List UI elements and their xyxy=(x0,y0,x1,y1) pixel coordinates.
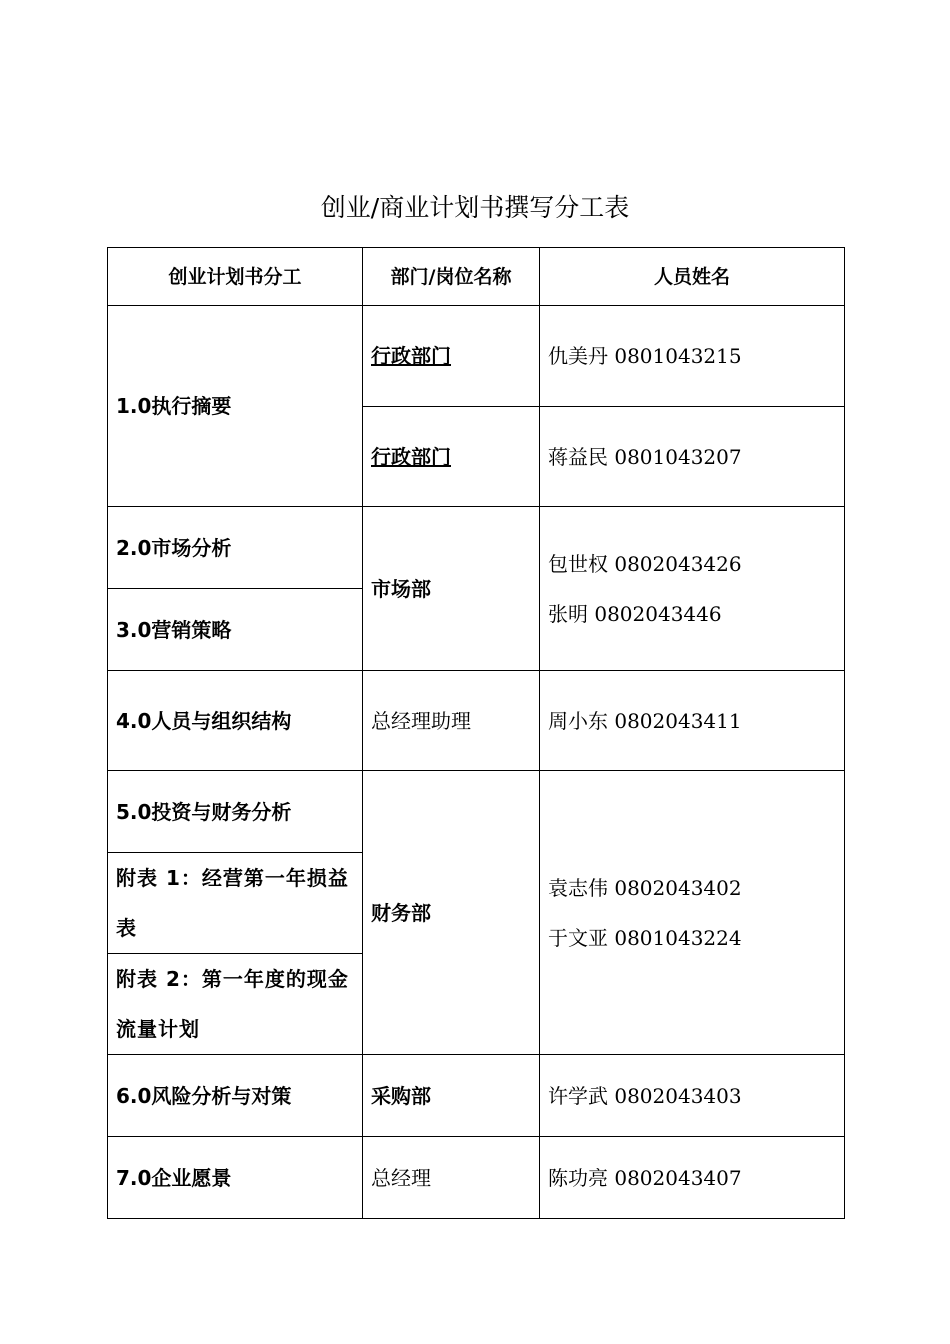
dept-link[interactable]: 行政部门 xyxy=(371,344,451,368)
person-cell xyxy=(540,771,845,1055)
person-name: 仇美丹 0801043215 xyxy=(548,344,742,368)
dept-link[interactable]: 行政部门 xyxy=(371,444,451,469)
dept-cell xyxy=(363,407,540,507)
table-row xyxy=(108,1055,845,1137)
table-row xyxy=(108,507,845,589)
header-dept: 部门/岗位名称 xyxy=(363,248,540,306)
table-row xyxy=(108,671,845,771)
person-name: 于文亚 0801043224 xyxy=(548,925,742,950)
dept-cell: 市场部 xyxy=(363,507,540,671)
person-cell: 许学武 0802043403 xyxy=(540,1055,845,1137)
section-cell: 7.0企业愿景 xyxy=(108,1137,363,1219)
header-section: 创业计划书分工 xyxy=(108,248,363,306)
dept-cell: 采购部 xyxy=(363,1055,540,1137)
header-person: 人员姓名 xyxy=(540,248,845,306)
person-name: 包世权 0802043426 xyxy=(548,551,742,576)
table-row xyxy=(108,1137,845,1219)
section-cell: 5.0投资与财务分析 xyxy=(108,771,363,853)
section-cell: 2.0市场分析 xyxy=(108,507,363,589)
person-cell xyxy=(540,507,845,671)
section-cell: 附表 2：第一年度的现金流量计划 xyxy=(108,954,363,1055)
person-name: 周小东 0802043411 xyxy=(548,708,742,733)
dept-cell: 财务部 xyxy=(363,771,540,1055)
person-cell xyxy=(540,407,845,507)
section-cell: 附表 1：经营第一年损益表 xyxy=(108,853,363,954)
dept-cell xyxy=(363,306,540,407)
person-name: 张明 0802043446 xyxy=(548,601,722,626)
section-cell: 6.0风险分析与对策 xyxy=(108,1055,363,1137)
section-cell: 4.0人员与组织结构 xyxy=(108,671,363,771)
table-row xyxy=(108,771,845,853)
person-name: 袁志伟 0802043402 xyxy=(548,875,742,900)
person-cell xyxy=(540,671,845,771)
section-cell: 3.0营销策略 xyxy=(108,589,363,671)
division-table xyxy=(107,247,845,1219)
table-header-row xyxy=(108,248,845,306)
dept-cell: 总经理助理 xyxy=(363,671,540,771)
person-cell xyxy=(540,306,845,407)
section-cell: 1.0执行摘要 xyxy=(108,306,363,507)
dept-cell: 总经理 xyxy=(363,1137,540,1219)
person-cell: 陈功亮 0802043407 xyxy=(540,1137,845,1219)
person-name: 蒋益民 0801043207 xyxy=(548,444,742,469)
table-row xyxy=(108,306,845,407)
page-title: 创业/商业计划书撰写分工表 xyxy=(320,193,630,222)
